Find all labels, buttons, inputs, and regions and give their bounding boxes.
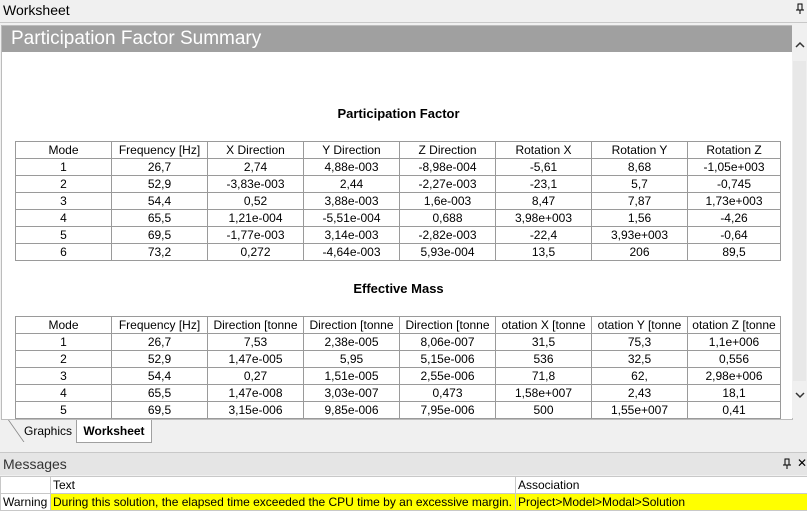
mode-cell: 5 <box>16 402 112 419</box>
table-cell: 1,51e-005 <box>304 368 400 385</box>
table-cell: 0,272 <box>208 244 304 261</box>
column-header: Rotation Z <box>688 142 781 159</box>
table-cell: -22,4 <box>496 227 592 244</box>
pin-icon[interactable] <box>782 458 792 473</box>
table-cell: 5,93e-004 <box>400 244 496 261</box>
table-cell: -1,05e+003 <box>688 159 781 176</box>
messages-panel-titlebar <box>0 452 807 475</box>
table-cell: -0,64 <box>688 227 781 244</box>
table-row <box>16 176 781 193</box>
summary-title: Participation Factor Summary <box>11 28 262 49</box>
table-cell: 1,55e+007 <box>592 402 688 419</box>
messages-col-association[interactable]: Association <box>516 477 807 494</box>
table-cell: 1,21e-004 <box>208 210 304 227</box>
mode-cell: 4 <box>16 385 112 402</box>
table-cell: 8,68 <box>592 159 688 176</box>
table-cell: 1,47e-005 <box>208 351 304 368</box>
table-cell: 1,56 <box>592 210 688 227</box>
table-cell: 13,5 <box>496 244 592 261</box>
table-cell: -4,64e-003 <box>304 244 400 261</box>
chevron-up-icon[interactable] <box>792 37 807 54</box>
table-cell: 0,52 <box>208 193 304 210</box>
mode-cell: 4 <box>16 210 112 227</box>
table-cell: 31,5 <box>496 334 592 351</box>
table-cell: 3,14e-003 <box>304 227 400 244</box>
table-cell: 3,03e-007 <box>304 385 400 402</box>
table-cell: 4,88e-003 <box>304 159 400 176</box>
table-cell: -5,51e-004 <box>304 210 400 227</box>
table-cell: 206 <box>592 244 688 261</box>
column-header: otation X [tonne <box>496 317 592 334</box>
worksheet-panel-title: Worksheet <box>3 2 70 18</box>
mode-cell: 1 <box>16 159 112 176</box>
table-cell: 3,88e-003 <box>304 193 400 210</box>
table-row <box>16 334 781 351</box>
worksheet-content <box>1 25 793 420</box>
table-row <box>16 402 781 419</box>
table-cell: -4,26 <box>688 210 781 227</box>
table-cell: 1,58e+007 <box>496 385 592 402</box>
table-cell: 52,9 <box>112 351 208 368</box>
table-cell: 0,688 <box>400 210 496 227</box>
column-header: Direction [tonne <box>208 317 304 334</box>
table-cell: 9,85e-006 <box>304 402 400 419</box>
table-cell: 54,4 <box>112 368 208 385</box>
column-header: otation Y [tonne <box>592 317 688 334</box>
table-row <box>16 368 781 385</box>
table-cell: 0,27 <box>208 368 304 385</box>
table-row <box>16 244 781 261</box>
table-cell: 7,53 <box>208 334 304 351</box>
table-row <box>16 193 781 210</box>
column-header: Mode <box>16 142 112 159</box>
mode-cell: 2 <box>16 351 112 368</box>
table-row <box>16 385 781 402</box>
table-cell: 89,5 <box>688 244 781 261</box>
table-cell: 73,2 <box>112 244 208 261</box>
table-cell: 65,5 <box>112 385 208 402</box>
table-row <box>16 159 781 176</box>
table-cell: 3,15e-006 <box>208 402 304 419</box>
tab-worksheet[interactable] <box>76 420 152 443</box>
table-cell: 1,47e-008 <box>208 385 304 402</box>
pin-icon[interactable] <box>795 3 805 18</box>
mode-cell: 1 <box>16 334 112 351</box>
mode-cell: 3 <box>16 193 112 210</box>
table-cell: 18,1 <box>688 385 781 402</box>
table-cell: 2,38e-005 <box>304 334 400 351</box>
table-cell: 7,95e-006 <box>400 402 496 419</box>
message-type: Warning <box>1 494 51 511</box>
tab-graphics[interactable] <box>4 420 74 442</box>
messages-header-row <box>1 477 807 494</box>
close-icon[interactable]: ✕ <box>797 456 807 470</box>
column-header: Frequency [Hz] <box>112 142 208 159</box>
table-cell: 1,73e+003 <box>688 193 781 210</box>
table-cell: -2,27e-003 <box>400 176 496 193</box>
column-header: X Direction <box>208 142 304 159</box>
table-cell: 26,7 <box>112 334 208 351</box>
participation-factor-table <box>15 141 781 261</box>
column-header: Frequency [Hz] <box>112 317 208 334</box>
table-cell: 26,7 <box>112 159 208 176</box>
table-cell: -1,77e-003 <box>208 227 304 244</box>
summary-header <box>2 26 792 52</box>
table-cell: 32,5 <box>592 351 688 368</box>
table-cell: 62, <box>592 368 688 385</box>
table-cell: 2,74 <box>208 159 304 176</box>
column-header: Direction [tonne <box>304 317 400 334</box>
table-cell: 2,98e+006 <box>688 368 781 385</box>
column-header: Mode <box>16 317 112 334</box>
column-header: otation Z [tonne <box>688 317 781 334</box>
mode-cell: 2 <box>16 176 112 193</box>
table-cell: 2,43 <box>592 385 688 402</box>
mode-cell: 5 <box>16 227 112 244</box>
effective-mass-table <box>15 316 781 419</box>
table-cell: 5,7 <box>592 176 688 193</box>
table-cell: 8,47 <box>496 193 592 210</box>
column-header: Y Direction <box>304 142 400 159</box>
table-cell: -2,82e-003 <box>400 227 496 244</box>
column-header: Rotation Y <box>592 142 688 159</box>
table-cell: -5,61 <box>496 159 592 176</box>
table-header-row <box>16 317 781 334</box>
view-tabbar <box>0 420 807 445</box>
table-row <box>16 351 781 368</box>
table-cell: 2,55e-006 <box>400 368 496 385</box>
table-cell: 65,5 <box>112 210 208 227</box>
table-cell: 5,15e-006 <box>400 351 496 368</box>
table-row <box>16 210 781 227</box>
tab-graphics-label: Graphics <box>24 424 73 438</box>
table-cell: -0,745 <box>688 176 781 193</box>
table-cell: 54,4 <box>112 193 208 210</box>
table-cell: 3,93e+003 <box>592 227 688 244</box>
table-cell: 1,6e-003 <box>400 193 496 210</box>
table-row <box>16 227 781 244</box>
table-cell: 7,87 <box>592 193 688 210</box>
vertical-scrollbar[interactable] <box>792 25 807 418</box>
table-cell: 69,5 <box>112 227 208 244</box>
messages-table <box>0 476 807 511</box>
worksheet-panel-titlebar <box>0 0 807 23</box>
tab-worksheet-label: Worksheet <box>83 424 145 438</box>
table-cell: 69,5 <box>112 402 208 419</box>
table-cell: 8,06e-007 <box>400 334 496 351</box>
messages-col-text[interactable]: Text <box>51 477 516 494</box>
table-cell: 3,98e+003 <box>496 210 592 227</box>
messages-panel-title: Messages <box>3 456 67 472</box>
table-cell: -3,83e-003 <box>208 176 304 193</box>
table-cell: 52,9 <box>112 176 208 193</box>
table-cell: -23,1 <box>496 176 592 193</box>
effective-mass-title: Effective Mass <box>353 281 444 296</box>
table-cell: 5,95 <box>304 351 400 368</box>
table-cell: 71,8 <box>496 368 592 385</box>
message-row[interactable] <box>1 494 807 511</box>
mode-cell: 6 <box>16 244 112 261</box>
table-cell: 2,44 <box>304 176 400 193</box>
messages-col-type[interactable] <box>1 477 51 494</box>
table-cell: -8,98e-004 <box>400 159 496 176</box>
table-cell: 500 <box>496 402 592 419</box>
table-cell: 536 <box>496 351 592 368</box>
table-cell: 75,3 <box>592 334 688 351</box>
table-cell: 1,1e+006 <box>688 334 781 351</box>
mode-cell: 3 <box>16 368 112 385</box>
message-text: During this solution, the elapsed time exceeded the CPU time by an excessive margin. <box>51 494 516 511</box>
message-association: Project>Model>Modal>Solution <box>516 494 807 511</box>
chevron-down-icon[interactable] <box>792 387 807 404</box>
table-cell: 0,556 <box>688 351 781 368</box>
column-header: Direction [tonne <box>400 317 496 334</box>
table-cell: 0,473 <box>400 385 496 402</box>
column-header: Rotation X <box>496 142 592 159</box>
table-header-row <box>16 142 781 159</box>
table-cell: 0,41 <box>688 402 781 419</box>
scrollbar-track[interactable] <box>793 61 806 381</box>
column-header: Z Direction <box>400 142 496 159</box>
participation-factor-title: Participation Factor <box>337 106 460 121</box>
